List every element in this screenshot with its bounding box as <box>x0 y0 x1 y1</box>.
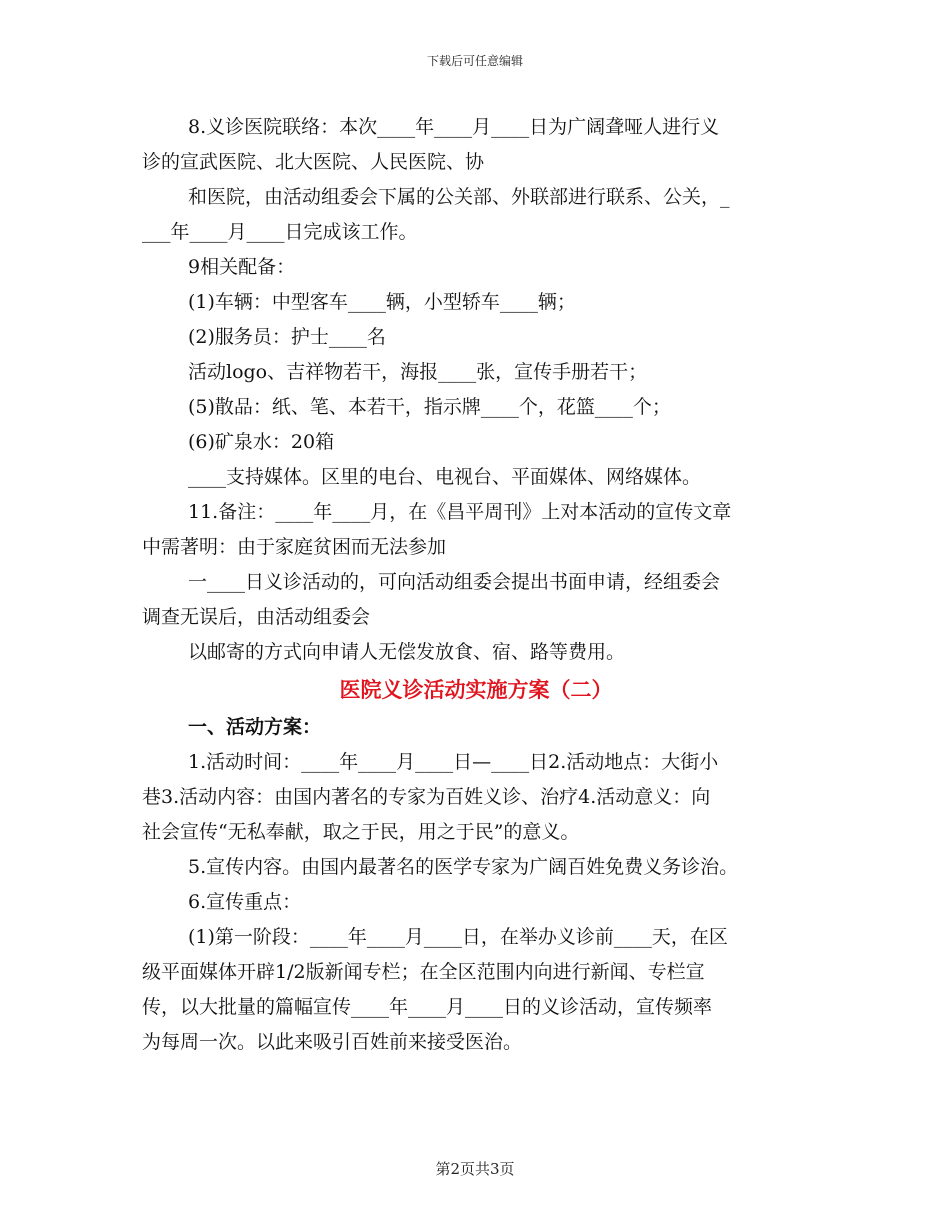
paragraph: (1)第一阶段：____年____月____日，在举办义诊前____天，在区 <box>188 926 728 948</box>
paragraph: 5.宣传内容。由国内最著名的医学专家为广阔百姓免费义务诊治。 <box>188 856 739 878</box>
paragraph: ___年____月____日完成该工作。 <box>142 221 418 243</box>
paragraph: 诊的宣武医院、北大医院、人民医院、协 <box>142 151 485 173</box>
paragraph: 社会宣传“无私奉献，取之于民，用之于民”的意义。 <box>142 821 580 843</box>
paragraph: 11.备注：____年____月，在《昌平周刊》上对本活动的宣传文章 <box>188 501 732 523</box>
document-body <box>142 110 810 1060</box>
paragraph: (1)车辆：中型客车____辆，小型轿车____辆； <box>188 291 576 313</box>
page-footer: 第2页共3页 <box>435 1160 515 1178</box>
paragraph: 6.宣传重点： <box>188 891 302 913</box>
paragraph: 调查无误后，由活动组委会 <box>142 606 371 628</box>
paragraph: (5)散品：纸、笔、本若干，指示牌____个，花篮____个； <box>188 396 671 418</box>
paragraph: 和医院，由活动组委会下属的公关部、外联部进行联系、公关，_ <box>188 186 730 208</box>
paragraph: 巷3.活动内容：由国内著名的专家为百姓义诊、治疗4.活动意义：向 <box>142 786 711 808</box>
paragraph: (2)服务员：护士____名 <box>188 326 386 348</box>
paragraph: (6)矿泉水：20箱 <box>188 431 335 453</box>
paragraph: 一____日义诊活动的，可向活动组委会提出书面申请，经组委会 <box>188 571 721 593</box>
paragraph: 活动logo、吉祥物若干，海报____张，宣传手册若干； <box>188 361 648 383</box>
paragraph: 传，以大批量的篇幅宣传____年____月____日的义诊活动，宣传频率 <box>142 996 713 1018</box>
paragraph: 以邮寄的方式向申请人无偿发放食、宿、路等费用。 <box>188 641 626 663</box>
page-header: 下载后可任意编辑 <box>426 54 523 68</box>
paragraph: 9相关配备： <box>188 256 296 278</box>
paragraph: 为每周一次。以此来吸引百姓前来接受医治。 <box>142 1031 523 1053</box>
section-heading: 一、活动方案： <box>188 716 322 738</box>
paragraph: ____支持媒体。区里的电台、电视台、平面媒体、网络媒体。 <box>188 466 702 488</box>
paragraph: 级平面媒体开辟1/2版新闻专栏；在全区范围内向进行新闻、专栏宣 <box>142 961 705 983</box>
paragraph: 中需著明：由于家庭贫困而无法参加 <box>142 536 447 558</box>
paragraph: 1.活动时间：____年____月____日—____日2.活动地点：大街小 <box>188 751 719 773</box>
section-title: 医院义诊活动实施方案（二） <box>339 677 613 702</box>
paragraph: 8.义诊医院联络：本次____年____月____日为广阔聋哑人进行义 <box>188 116 720 138</box>
